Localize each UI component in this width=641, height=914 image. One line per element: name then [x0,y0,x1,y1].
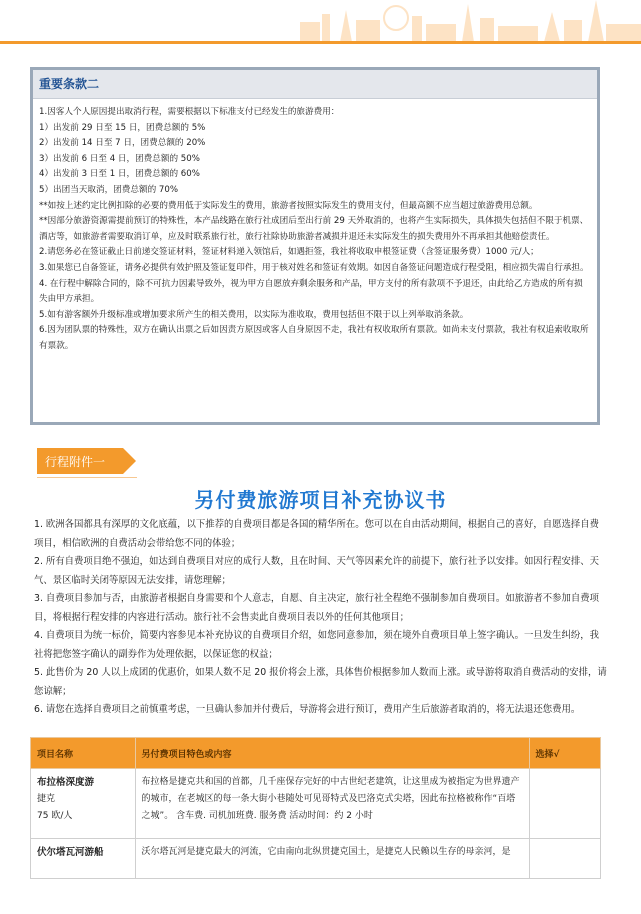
terms-line: 5）出团当天取消，团费总额的 70% [39,184,179,195]
terms-line: 4）出发前 3 日至 1 日，团费总额的 60% [39,169,200,180]
skyline-banner-image [0,0,641,42]
item-desc: 布拉格是捷克共和国的首都，几千座保存完好的中古世纪老建筑，让这里成为被指定为世界遗产的城市，在老城区的每一条大街小巷随处可见哥特式及巴洛克式尖塔，因此布拉格被称作“百塔之城”。 含车费. 司机加班费. 服务费 活动时间：约 2 小时 [135,769,529,839]
column-header-name: 项目名称 [31,738,136,769]
attachment-tag [37,448,123,474]
terms-line: 3.如果您已自备签证，请务必提供有效护照及签证复印件，用于核对姓名和签证有效期。如因自备签证问题造成行程受阻，相应损失需自行承担。 [39,262,589,273]
item-name: 布拉格深度游 [37,777,95,788]
terms-line: 5.如有游客额外升级标准或增加要求所产生的相关费用，以实际为准收取，费用包括但不限于以上列举取消条款。 [39,309,469,320]
item-select-cell[interactable] [529,769,600,839]
item-country: 捷克 [37,794,56,804]
important-terms-header [33,70,597,99]
attachment-divider [37,477,137,478]
terms-line: **如按上述约定比例扣除的必要的费用低于实际发生的费用，旅游者按照实际发生的费用支付，但最高额不应当超过旅游费用总额。 [39,200,538,211]
terms-line: 1）出发前 29 日至 15 日，团费总额的 5% [39,122,206,133]
column-header-select: 选择√ [529,738,600,769]
agreement-body [34,516,608,720]
agreement-paragraph: 4. 自费项目为统一标价，简要内容参见本补充协议的自费项目介绍，如您同意参加，须在境外自费项目单上签字确认。一旦发生纠纷，我社将把您签字确认的副券作为处理依据，以保证您的权益； [34,630,600,660]
agreement-title: 另付费旅游项目补充协议书 [194,488,447,512]
header-rule [0,41,641,44]
important-terms-box [30,67,600,425]
agreement-paragraph: 5. 此售价为 20 人以上成团的优惠价，如果人数不足 20 报价将会上涨，具体售价根据参加人数而上涨。或导游将取消自费活动的安排，请您谅解； [34,667,607,697]
optional-items-table [30,737,601,879]
agreement-paragraph: 6. 请您在选择自费项目之前慎重考虑，一旦确认参加并付费后，导游将会进行预订，费用产生后旅游者取消的，将无法退还您费用。 [34,704,581,715]
column-header-content: 另付费项目特色或内容 [135,738,529,769]
table-row [31,769,601,839]
terms-line: 2）出发前 14 日至 7 日，团费总额的 20% [39,138,206,149]
terms-line: 3）出发前 6 日至 4 日，团费总额的 50% [39,153,200,164]
terms-line: 2.请您务必在签证截止日前递交签证材料，签证材料递入领馆后，如遇拒签，我社将收取申根签证费（含签证服务费）1000 元/人； [39,247,539,258]
important-terms-body [33,99,597,355]
item-select-cell[interactable] [529,839,600,879]
item-name-cell [31,839,136,879]
agreement-paragraph: 1. 欧洲各国都具有深厚的文化底蕴，以下推荐的自费项目都是各国的精华所在。您可以在自由活动期间，根据自己的喜好，自愿选择自费项目，相信欧洲的自费活动会带给您不同的体验； [34,519,600,549]
agreement-paragraph: 2. 所有自费项目绝不强迫，如达到自费项目对应的成行人数，且在时间、天气等因素允许的前提下，旅行社予以安排。如因行程安排、天气、景区临时关闭等原因无法安排，请您理解； [34,556,600,586]
agreement-paragraph: 3. 自费项目参加与否，由旅游者根据自身需要和个人意志，自愿、自主决定，旅行社全程绝不强制参加自费项目。如旅游者不参加自费项目，将根据行程安排的内容进行活动。旅行社不会售卖此自费项目表以外的任何其他项目； [34,593,600,623]
table-row [31,839,601,879]
header-banner [0,0,641,42]
important-terms-title: 重要条款二 [39,77,100,91]
item-price: 75 欧/人 [37,811,73,821]
item-name: 伏尔塔瓦河游船 [37,847,104,858]
terms-line: 1.因客人个人原因提出取消行程，需要根据以下标准支付已经发生的旅游费用： [39,107,340,117]
table-header-row [31,738,601,769]
terms-line: 6.因为团队票的特殊性，双方在确认出票之后如因责方原因或客人自身原因不走，我社有权收取所有票款。如尚未支付票款，我社有权追索收取所有票款。 [39,325,589,351]
item-name-cell [31,769,136,839]
terms-line: **因部分旅游资源需提前预订的特殊性，本产品线路在旅行社成团后至出行前 29 天外取消的，也将产生实际损失，具体损失包括但不限于机票、酒店等，如旅游者需要取消订单，应及时联系旅行社，旅行社除协助旅游者减损并退还未实际发生的损失费用外不再承担其他赔偿责任。 [39,216,589,242]
attachment-tag-label: 行程附件一 [45,455,106,469]
terms-line: 4. 在行程中解除合同的，除不可抗力因素导致外，视为甲方自愿放弃剩余服务和产品，甲方支付的所有款项不予退还，由此给乙方造成的所有损失由甲方承担。 [39,278,583,305]
item-desc: 沃尔塔瓦河是捷克最大的河流，它由南向北纵贯捷克国土，是捷克人民赖以生存的母亲河，是 [135,839,529,879]
